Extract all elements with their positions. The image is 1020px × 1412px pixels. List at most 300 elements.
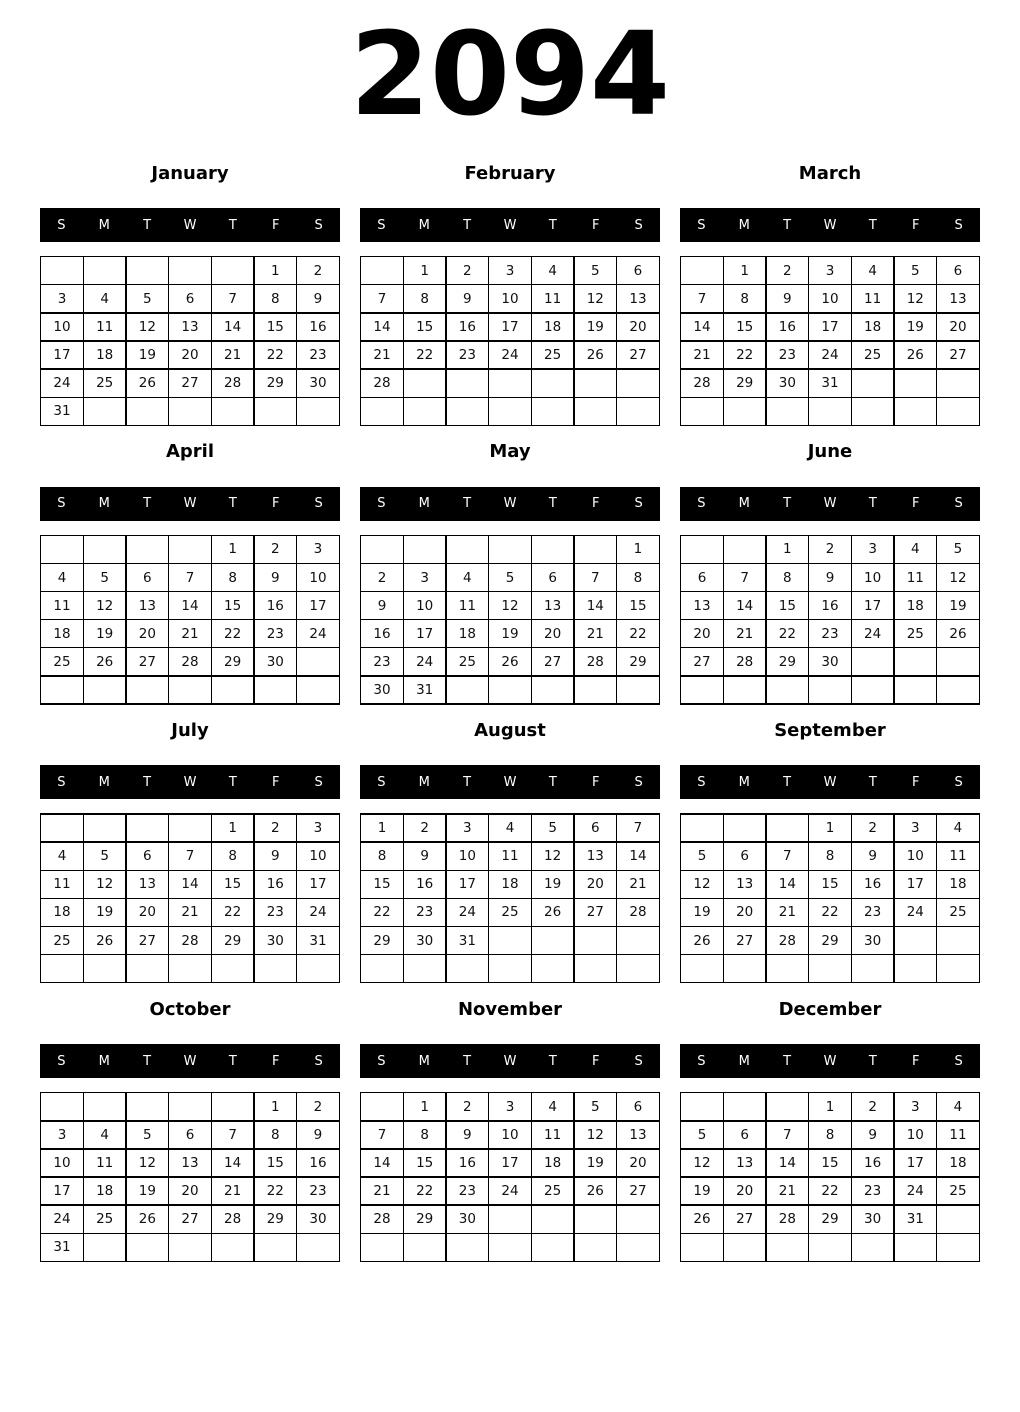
- day-cell: 24: [852, 620, 893, 647]
- empty-day-cell: [532, 927, 573, 954]
- day-cell: 23: [447, 342, 488, 369]
- empty-day-cell: [852, 398, 893, 425]
- day-cell: 25: [41, 648, 82, 675]
- empty-day-cell: [169, 257, 210, 284]
- weekday-label: F: [591, 774, 600, 790]
- weekday-label: F: [911, 217, 920, 233]
- day-cell: 27: [127, 648, 168, 675]
- day-cell: 15: [212, 871, 253, 898]
- empty-day-cell: [169, 815, 210, 842]
- day-cell: 19: [681, 1178, 722, 1205]
- day-cell: 1: [809, 815, 850, 842]
- weekday-label: F: [271, 217, 280, 233]
- day-cell: 7: [169, 843, 210, 870]
- day-cell: 20: [127, 620, 168, 647]
- empty-day-cell: [361, 1093, 402, 1120]
- empty-day-cell: [41, 955, 82, 982]
- day-cell: 3: [297, 815, 338, 842]
- day-cell: 4: [489, 815, 530, 842]
- empty-day-cell: [681, 1234, 722, 1261]
- day-cell: 23: [255, 899, 296, 926]
- weekday-label: M: [738, 774, 750, 790]
- day-cell: 17: [404, 620, 445, 647]
- day-cell: 22: [767, 620, 808, 647]
- weekday-label: F: [271, 774, 280, 790]
- empty-day-cell: [681, 398, 722, 425]
- empty-day-cell: [724, 536, 765, 563]
- weekday-label: S: [697, 1053, 706, 1069]
- weekday-label: S: [377, 496, 386, 512]
- day-cell: 4: [937, 815, 978, 842]
- empty-day-cell: [937, 370, 978, 397]
- day-cell: 27: [937, 342, 978, 369]
- empty-day-cell: [41, 1093, 82, 1120]
- day-cell: 11: [84, 314, 125, 341]
- day-cell: 25: [84, 370, 125, 397]
- day-cell: 21: [767, 899, 808, 926]
- weekday-label: S: [57, 217, 66, 233]
- day-cell: 9: [852, 843, 893, 870]
- day-cell: 3: [895, 815, 936, 842]
- empty-day-cell: [532, 677, 573, 704]
- weekday-label: M: [418, 217, 430, 233]
- empty-day-cell: [127, 677, 168, 704]
- day-cell: 6: [532, 564, 573, 591]
- day-cell: 27: [169, 370, 210, 397]
- day-cell: 25: [447, 648, 488, 675]
- weekday-label: M: [98, 496, 110, 512]
- day-cell: 5: [489, 564, 530, 591]
- day-cell: 26: [681, 1206, 722, 1233]
- empty-day-cell: [724, 1234, 765, 1261]
- empty-day-cell: [895, 955, 936, 982]
- empty-day-cell: [809, 677, 850, 704]
- empty-day-cell: [127, 1234, 168, 1261]
- day-cell: 10: [404, 592, 445, 619]
- month-december: [680, 986, 980, 1265]
- day-cell: 10: [895, 1122, 936, 1149]
- empty-day-cell: [724, 955, 765, 982]
- day-cell: 2: [361, 564, 402, 591]
- day-cell: 20: [127, 899, 168, 926]
- weekday-label: T: [548, 496, 557, 512]
- day-cell: 26: [84, 648, 125, 675]
- day-cell: 5: [84, 564, 125, 591]
- day-cell: 14: [681, 314, 722, 341]
- day-cell: 11: [937, 843, 978, 870]
- day-cell: 30: [447, 1206, 488, 1233]
- weekday-label: T: [143, 1053, 152, 1069]
- month-october: [40, 986, 340, 1265]
- empty-day-cell: [297, 1234, 338, 1261]
- weekday-label: F: [271, 496, 280, 512]
- day-cell: 30: [255, 648, 296, 675]
- day-cell: 5: [681, 1122, 722, 1149]
- day-cell: 24: [297, 620, 338, 647]
- empty-day-cell: [127, 536, 168, 563]
- day-cell: 25: [41, 927, 82, 954]
- empty-day-cell: [681, 815, 722, 842]
- day-cell: 11: [447, 592, 488, 619]
- day-cell: 18: [852, 314, 893, 341]
- day-cell: 14: [169, 871, 210, 898]
- day-cell: 24: [809, 342, 850, 369]
- empty-day-cell: [127, 1093, 168, 1120]
- empty-day-cell: [895, 927, 936, 954]
- day-cell: 10: [297, 843, 338, 870]
- weekday-label: S: [697, 774, 706, 790]
- day-cell: 20: [681, 620, 722, 647]
- day-cell: 5: [127, 1122, 168, 1149]
- day-cell: 23: [447, 1178, 488, 1205]
- empty-day-cell: [767, 1234, 808, 1261]
- empty-day-cell: [169, 955, 210, 982]
- day-cell: 30: [297, 1206, 338, 1233]
- day-cell: 24: [447, 899, 488, 926]
- day-cell: 14: [361, 1150, 402, 1177]
- empty-day-cell: [255, 398, 296, 425]
- empty-day-cell: [681, 257, 722, 284]
- day-cell: 20: [575, 871, 616, 898]
- weekday-label: S: [634, 496, 643, 512]
- day-cell: 10: [895, 843, 936, 870]
- empty-day-cell: [404, 536, 445, 563]
- day-cell: 13: [617, 285, 658, 312]
- empty-day-cell: [41, 815, 82, 842]
- weekday-label: W: [183, 217, 197, 233]
- day-cell: 31: [447, 927, 488, 954]
- day-cell: 22: [255, 342, 296, 369]
- day-cell: 7: [212, 1122, 253, 1149]
- day-cell: 19: [84, 620, 125, 647]
- day-cell: 24: [895, 1178, 936, 1205]
- day-cell: 11: [532, 285, 573, 312]
- day-cell: 25: [937, 1178, 978, 1205]
- day-cell: 7: [575, 564, 616, 591]
- day-cell: 24: [41, 1206, 82, 1233]
- day-cell: 5: [84, 843, 125, 870]
- calendar-months: [0, 150, 1020, 1265]
- empty-day-cell: [127, 815, 168, 842]
- day-cell: 21: [212, 342, 253, 369]
- day-cell: 9: [255, 843, 296, 870]
- year-title: 2094: [349, 7, 671, 142]
- weekday-label: M: [738, 1053, 750, 1069]
- day-cell: 18: [84, 1178, 125, 1205]
- weekday-header: [680, 487, 980, 521]
- day-cell: 29: [212, 648, 253, 675]
- empty-day-cell: [84, 955, 125, 982]
- empty-day-cell: [724, 398, 765, 425]
- empty-day-cell: [575, 1206, 616, 1233]
- month-march: [680, 150, 980, 429]
- day-cell: 16: [809, 592, 850, 619]
- weekday-label: S: [954, 1053, 963, 1069]
- day-cell: 21: [169, 899, 210, 926]
- day-cell: 15: [724, 314, 765, 341]
- weekday-header: [40, 765, 340, 799]
- month-title: September: [774, 719, 886, 741]
- weekday-label: W: [503, 1053, 517, 1069]
- weekday-label: S: [954, 217, 963, 233]
- day-cell: 23: [809, 620, 850, 647]
- day-cell: 23: [404, 899, 445, 926]
- day-cell: 8: [617, 564, 658, 591]
- weekday-label: S: [57, 496, 66, 512]
- weekday-label: T: [548, 217, 557, 233]
- day-cell: 28: [361, 1206, 402, 1233]
- day-cell: 9: [255, 564, 296, 591]
- weekday-label: S: [634, 774, 643, 790]
- day-cell: 21: [575, 620, 616, 647]
- day-cell: 9: [447, 1122, 488, 1149]
- empty-day-cell: [895, 677, 936, 704]
- day-cell: 7: [169, 564, 210, 591]
- empty-day-cell: [212, 398, 253, 425]
- weekday-header: [40, 1044, 340, 1078]
- weekday-label: W: [183, 496, 197, 512]
- empty-day-cell: [852, 955, 893, 982]
- day-cell: 18: [489, 871, 530, 898]
- weekday-label: F: [591, 1053, 600, 1069]
- empty-day-cell: [767, 955, 808, 982]
- day-cell: 4: [447, 564, 488, 591]
- empty-day-cell: [212, 1234, 253, 1261]
- weekday-label: M: [98, 1053, 110, 1069]
- day-cell: 16: [255, 871, 296, 898]
- day-cell: 28: [767, 1206, 808, 1233]
- day-cell: 26: [489, 648, 530, 675]
- day-cell: 27: [617, 342, 658, 369]
- empty-day-cell: [489, 1234, 530, 1261]
- weekday-label: T: [228, 1053, 237, 1069]
- weekday-header: [360, 487, 660, 521]
- weekday-header: [360, 208, 660, 242]
- empty-day-cell: [937, 398, 978, 425]
- day-cell: 21: [681, 342, 722, 369]
- empty-day-cell: [809, 1234, 850, 1261]
- day-cell: 17: [895, 1150, 936, 1177]
- day-cell: 27: [532, 648, 573, 675]
- day-cell: 29: [809, 927, 850, 954]
- weekday-label: T: [143, 217, 152, 233]
- weekday-label: T: [228, 217, 237, 233]
- day-cell: 13: [532, 592, 573, 619]
- day-cell: 2: [404, 815, 445, 842]
- day-cell: 21: [724, 620, 765, 647]
- weekday-label: T: [463, 217, 472, 233]
- day-cell: 14: [361, 314, 402, 341]
- day-cell: 19: [532, 871, 573, 898]
- empty-day-cell: [489, 927, 530, 954]
- empty-day-cell: [617, 370, 658, 397]
- day-cell: 5: [532, 815, 573, 842]
- empty-day-cell: [532, 1234, 573, 1261]
- day-cell: 15: [617, 592, 658, 619]
- weekday-header: [360, 765, 660, 799]
- weekday-label: F: [911, 774, 920, 790]
- weekday-label: S: [697, 217, 706, 233]
- day-cell: 22: [809, 1178, 850, 1205]
- day-cell: 29: [617, 648, 658, 675]
- empty-day-cell: [937, 648, 978, 675]
- day-cell: 1: [767, 536, 808, 563]
- empty-day-cell: [361, 955, 402, 982]
- empty-day-cell: [617, 927, 658, 954]
- weekday-header: [40, 487, 340, 521]
- day-cell: 31: [41, 398, 82, 425]
- empty-day-cell: [297, 398, 338, 425]
- day-cell: 13: [127, 871, 168, 898]
- day-cell: 4: [84, 285, 125, 312]
- day-cell: 25: [937, 899, 978, 926]
- day-cell: 26: [84, 927, 125, 954]
- day-cell: 9: [767, 285, 808, 312]
- weekday-label: M: [738, 217, 750, 233]
- empty-day-cell: [895, 370, 936, 397]
- month-title: December: [778, 998, 882, 1020]
- day-cell: 30: [767, 370, 808, 397]
- weekday-label: T: [463, 496, 472, 512]
- weekday-label: S: [954, 496, 963, 512]
- day-cell: 1: [404, 1093, 445, 1120]
- day-cell: 11: [895, 564, 936, 591]
- empty-day-cell: [404, 398, 445, 425]
- day-cell: 14: [767, 1150, 808, 1177]
- day-cell: 17: [297, 871, 338, 898]
- day-cell: 18: [41, 620, 82, 647]
- day-cell: 16: [447, 314, 488, 341]
- day-cell: 10: [852, 564, 893, 591]
- day-cell: 30: [297, 370, 338, 397]
- day-cell: 7: [212, 285, 253, 312]
- day-cell: 26: [532, 899, 573, 926]
- day-cell: 10: [297, 564, 338, 591]
- day-cell: 15: [255, 314, 296, 341]
- weekday-label: T: [228, 496, 237, 512]
- day-cell: 6: [127, 843, 168, 870]
- day-grid: [360, 1092, 660, 1262]
- day-cell: 28: [169, 648, 210, 675]
- day-cell: 12: [681, 1150, 722, 1177]
- day-grid: [680, 813, 980, 983]
- day-cell: 8: [361, 843, 402, 870]
- day-cell: 23: [297, 342, 338, 369]
- weekday-label: S: [314, 774, 323, 790]
- month-title: April: [165, 441, 215, 463]
- day-cell: 6: [724, 1122, 765, 1149]
- day-cell: 6: [127, 564, 168, 591]
- weekday-label: T: [548, 1053, 557, 1069]
- day-cell: 2: [255, 536, 296, 563]
- day-cell: 25: [895, 620, 936, 647]
- day-cell: 16: [297, 1150, 338, 1177]
- day-cell: 8: [809, 1122, 850, 1149]
- day-cell: 1: [809, 1093, 850, 1120]
- empty-day-cell: [724, 1093, 765, 1120]
- day-cell: 13: [127, 592, 168, 619]
- day-cell: 9: [809, 564, 850, 591]
- day-cell: 29: [767, 648, 808, 675]
- day-cell: 26: [127, 1206, 168, 1233]
- weekday-label: T: [143, 774, 152, 790]
- day-cell: 12: [489, 592, 530, 619]
- day-cell: 3: [852, 536, 893, 563]
- empty-day-cell: [617, 1206, 658, 1233]
- day-cell: 22: [809, 899, 850, 926]
- day-cell: 30: [361, 677, 402, 704]
- day-cell: 26: [575, 342, 616, 369]
- day-cell: 28: [361, 370, 402, 397]
- day-cell: 3: [41, 1122, 82, 1149]
- day-cell: 3: [404, 564, 445, 591]
- empty-day-cell: [84, 536, 125, 563]
- day-cell: 18: [895, 592, 936, 619]
- month-may: [360, 429, 660, 708]
- empty-day-cell: [169, 677, 210, 704]
- day-cell: 12: [84, 592, 125, 619]
- day-cell: 14: [575, 592, 616, 619]
- day-cell: 19: [127, 1178, 168, 1205]
- weekday-label: S: [314, 1053, 323, 1069]
- weekday-label: W: [823, 217, 837, 233]
- day-cell: 10: [809, 285, 850, 312]
- day-cell: 19: [575, 314, 616, 341]
- day-cell: 11: [852, 285, 893, 312]
- weekday-label: M: [98, 774, 110, 790]
- empty-day-cell: [937, 955, 978, 982]
- empty-day-cell: [809, 955, 850, 982]
- day-cell: 2: [447, 257, 488, 284]
- weekday-label: W: [823, 774, 837, 790]
- day-cell: 8: [404, 285, 445, 312]
- day-cell: 15: [404, 314, 445, 341]
- day-cell: 13: [169, 1150, 210, 1177]
- weekday-label: M: [418, 496, 430, 512]
- day-grid: [680, 535, 980, 705]
- day-cell: 16: [361, 620, 402, 647]
- weekday-label: W: [823, 496, 837, 512]
- weekday-label: W: [503, 217, 517, 233]
- day-cell: 15: [361, 871, 402, 898]
- day-cell: 23: [361, 648, 402, 675]
- day-cell: 15: [809, 871, 850, 898]
- day-cell: 9: [852, 1122, 893, 1149]
- day-cell: 28: [212, 1206, 253, 1233]
- day-cell: 25: [852, 342, 893, 369]
- day-cell: 19: [895, 314, 936, 341]
- empty-day-cell: [617, 677, 658, 704]
- month-title: May: [489, 441, 531, 463]
- month-title: June: [807, 441, 853, 463]
- weekday-label: M: [418, 774, 430, 790]
- day-cell: 3: [489, 257, 530, 284]
- day-cell: 6: [169, 1122, 210, 1149]
- month-august: [360, 707, 660, 986]
- day-cell: 6: [724, 843, 765, 870]
- day-cell: 4: [532, 257, 573, 284]
- empty-day-cell: [681, 536, 722, 563]
- weekday-label: S: [377, 774, 386, 790]
- day-cell: 8: [404, 1122, 445, 1149]
- day-cell: 7: [617, 815, 658, 842]
- day-cell: 20: [617, 1150, 658, 1177]
- day-cell: 3: [41, 285, 82, 312]
- empty-day-cell: [212, 257, 253, 284]
- day-cell: 13: [724, 1150, 765, 1177]
- day-cell: 6: [617, 257, 658, 284]
- day-cell: 24: [404, 648, 445, 675]
